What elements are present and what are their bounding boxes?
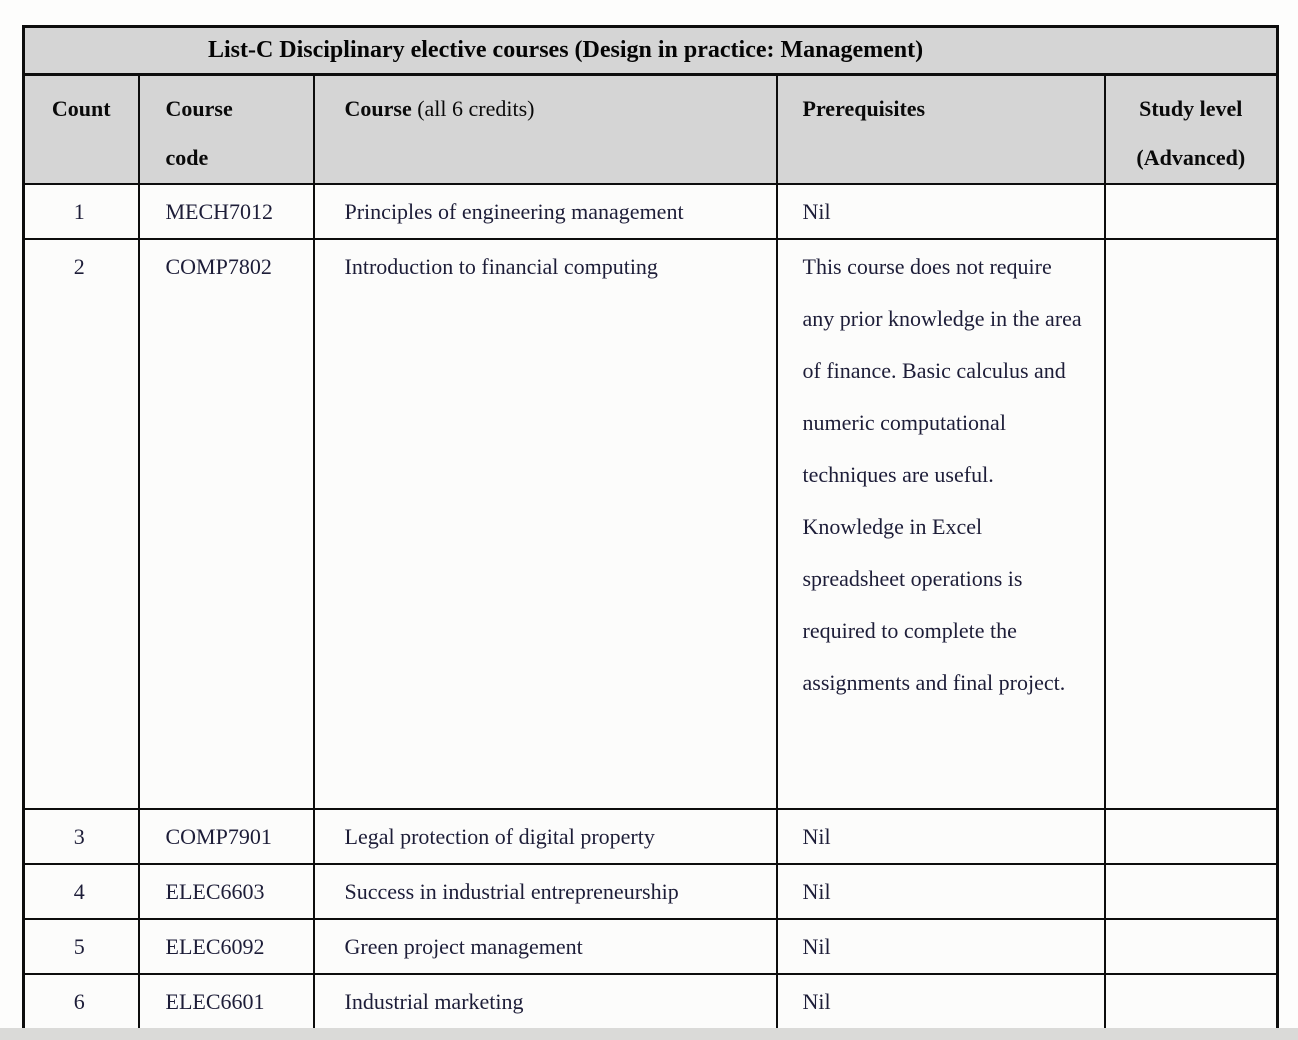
study-level-cell: [1105, 809, 1278, 864]
prerequisites-cell: Nil: [777, 864, 1105, 919]
course-cell: Industrial marketing: [314, 974, 777, 1030]
study-level-cell: [1105, 864, 1278, 919]
elective-courses-table: [22, 25, 1279, 1031]
course-code-cell: MECH7012: [139, 184, 314, 239]
header-prerequisites: [777, 75, 1105, 185]
scan-edge-shadow: [0, 1028, 1298, 1040]
table-row: [24, 184, 1278, 239]
header-count: [24, 75, 139, 185]
course-cell: Green project management: [314, 919, 777, 974]
table-title-text: List-C Disciplinary elective courses (Design in practice: Management): [207, 37, 924, 63]
table-row: [24, 864, 1278, 919]
study-level-cell: [1105, 184, 1278, 239]
header-study-level-line2: (Advanced): [1136, 145, 1246, 170]
prerequisites-cell: This course does not require any prior knowledge in the area of finance. Basic calculus and numeric computational techniques are useful. Knowledge in Excel spreadsheet operations is required to complete the assignments and final project.: [777, 239, 1105, 809]
header-prerequisites-label: Prerequisites: [802, 96, 926, 121]
count-cell: 4: [24, 864, 139, 919]
prerequisites-cell: Nil: [777, 919, 1105, 974]
header-course-code-line2: code: [165, 145, 209, 170]
table-row: [24, 919, 1278, 974]
count-cell: 2: [24, 239, 139, 809]
table-row: [24, 809, 1278, 864]
header-study-level-line1: Study level: [1139, 96, 1243, 121]
course-code-cell: COMP7802: [139, 239, 314, 809]
count-cell: 3: [24, 809, 139, 864]
table-row: [24, 239, 1278, 809]
course-cell: Principles of engineering management: [314, 184, 777, 239]
table-title: [24, 27, 1278, 75]
table-title-row: [24, 27, 1278, 75]
count-cell: 5: [24, 919, 139, 974]
table-row: [24, 974, 1278, 1030]
header-course-code: [139, 75, 314, 185]
prerequisites-cell: Nil: [777, 184, 1105, 239]
header-course-credits: (all 6 credits): [417, 96, 535, 121]
study-level-cell: [1105, 919, 1278, 974]
header-course-code-line1: Course: [165, 96, 233, 121]
count-cell: 1: [24, 184, 139, 239]
prerequisites-cell: Nil: [777, 809, 1105, 864]
course-cell: Success in industrial entrepreneurship: [314, 864, 777, 919]
course-code-cell: ELEC6601: [139, 974, 314, 1030]
count-cell: 6: [24, 974, 139, 1030]
header-course: [314, 75, 777, 185]
course-cell: Introduction to financial computing: [314, 239, 777, 809]
course-code-cell: ELEC6092: [139, 919, 314, 974]
course-code-cell: ELEC6603: [139, 864, 314, 919]
study-level-cell: [1105, 974, 1278, 1030]
course-code-cell: COMP7901: [139, 809, 314, 864]
header-course-label: Course: [344, 96, 412, 121]
header-study-level: [1105, 75, 1278, 185]
prerequisites-cell: Nil: [777, 974, 1105, 1030]
course-cell: Legal protection of digital property: [314, 809, 777, 864]
table-header-row: [24, 75, 1278, 185]
header-count-label: Count: [51, 96, 111, 121]
study-level-cell: [1105, 239, 1278, 809]
